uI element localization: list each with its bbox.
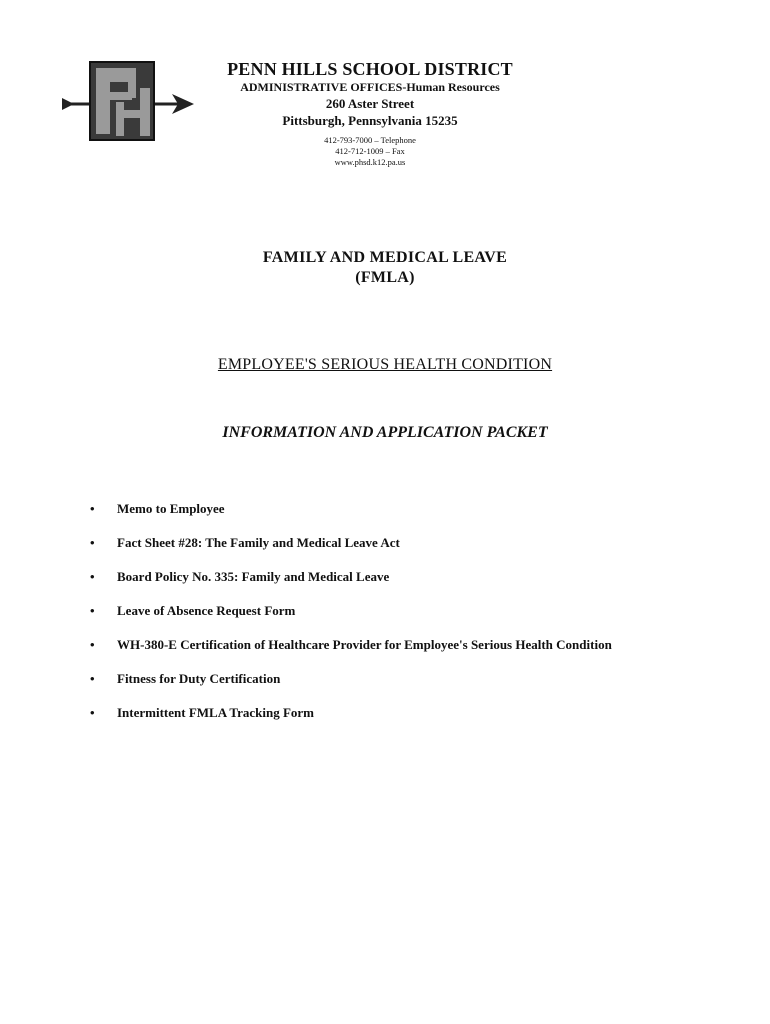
list-item [90,534,612,568]
document-title-line2: (FMLA) [355,269,415,286]
packet-contents-list [90,500,612,738]
list-item-label: Leave of Absence Request Form [117,603,296,618]
list-item [90,636,612,670]
bullet-icon: • [90,671,95,686]
phone-number: 412-793-7000 – Telephone [324,135,416,145]
packet-heading: INFORMATION AND APPLICATION PACKET [222,424,548,441]
list-item-label: WH-380-E Certification of Healthcare Provider for Employee's Serious Health Condition [117,637,612,652]
list-item-label: Memo to Employee [117,501,225,516]
document-title [0,248,770,288]
list-item [90,500,612,534]
fax-number: 412-712-1009 – Fax [335,146,405,156]
list-item [90,670,612,704]
list-item [90,602,612,636]
office-name: ADMINISTRATIVE OFFICES-Human Resources [240,80,500,94]
document-subtitle: EMPLOYEE'S SERIOUS HEALTH CONDITION [217,356,553,373]
document-title-line1: FAMILY AND MEDICAL LEAVE [262,249,508,266]
bullet-icon: • [90,535,95,550]
city-address: Pittsburgh, Pennsylvania 15235 [282,113,458,128]
district-name: PENN HILLS SCHOOL DISTRICT [227,59,513,79]
contact-info [200,135,540,168]
list-item-label: Fitness for Duty Certification [117,671,281,686]
list-item [90,568,612,602]
bullet-icon: • [90,705,95,720]
list-item [90,704,612,738]
street-address: 260 Aster Street [325,96,415,111]
website-address: www.phsd.k12.pa.us [334,157,406,167]
letterhead [200,58,540,168]
list-item-label: Fact Sheet #28: The Family and Medical Leave Act [117,535,400,550]
bullet-icon: • [90,637,95,652]
bullet-icon: • [90,501,95,516]
district-logo-arrow-icon [60,58,200,148]
list-item-label: Board Policy No. 335: Family and Medical Leave [117,569,390,584]
bullet-icon: • [90,569,95,584]
bullet-icon: • [90,603,95,618]
list-item-label: Intermittent FMLA Tracking Form [117,705,315,720]
